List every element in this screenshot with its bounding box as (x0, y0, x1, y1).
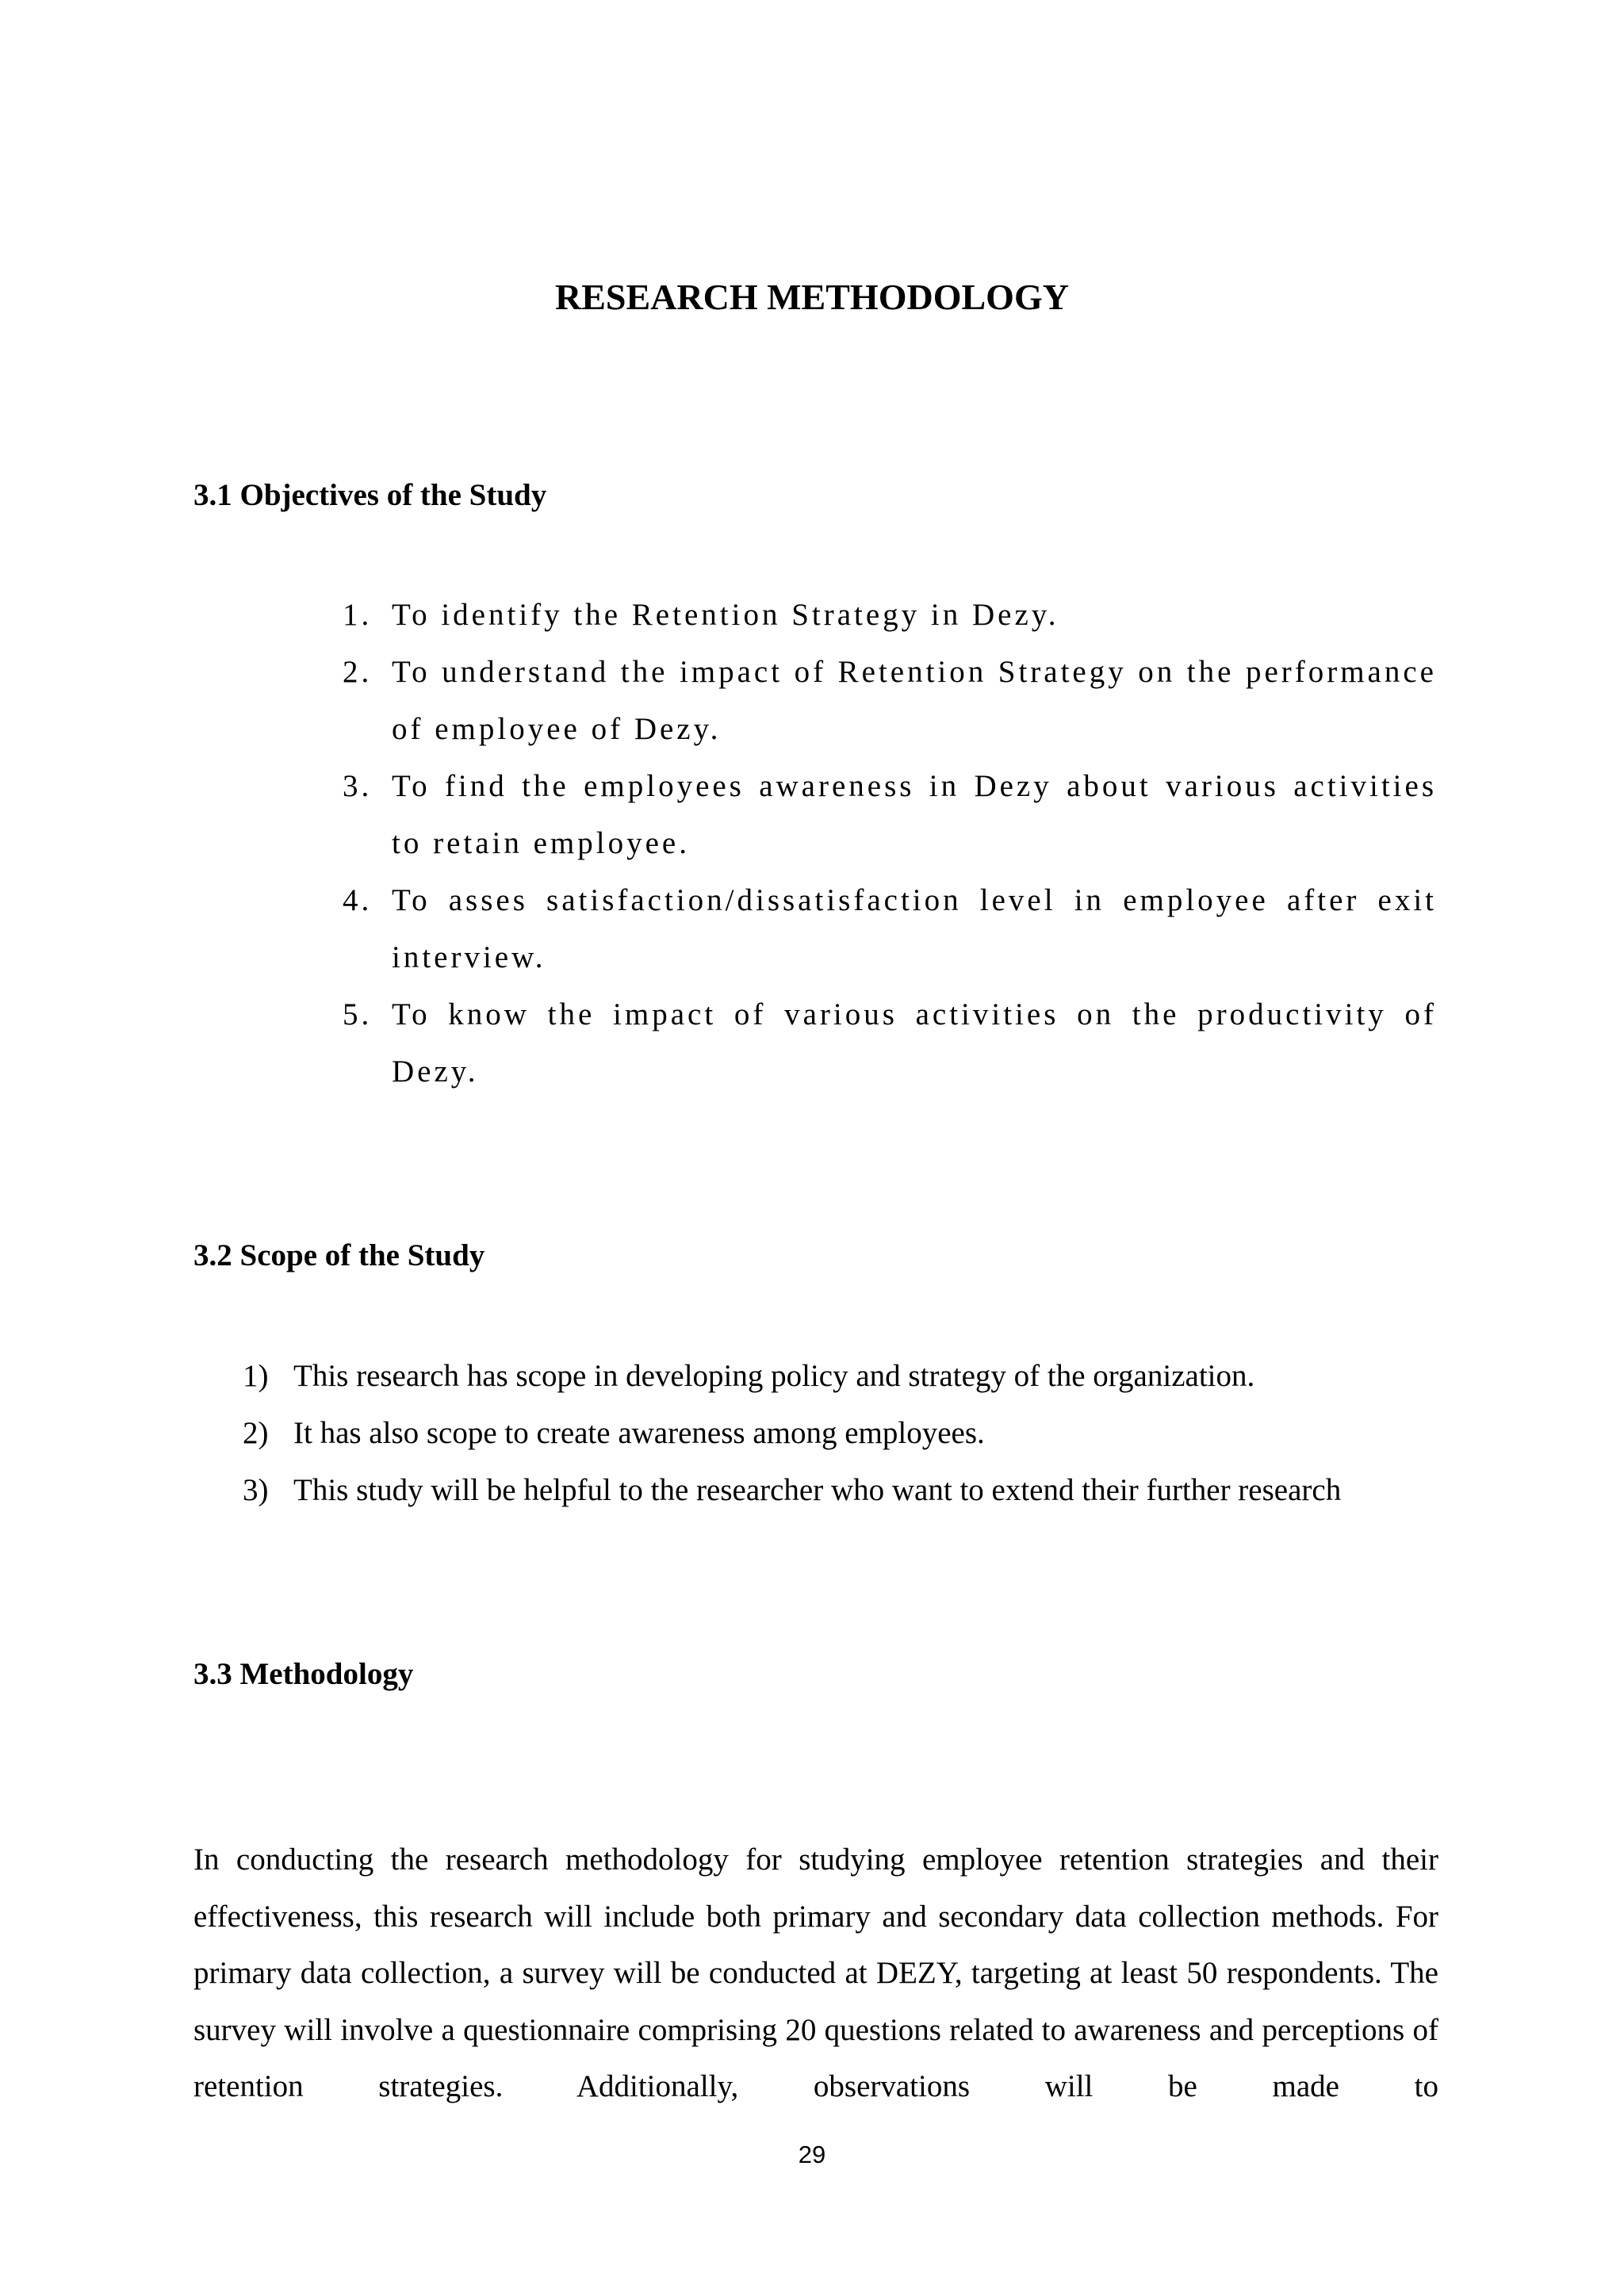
list-item-number: 1. (343, 598, 373, 632)
page-title: RESEARCH METHODOLOGY (555, 277, 1069, 317)
page-number: 29 (798, 2141, 826, 2168)
list-item-number: 2. (343, 655, 373, 689)
objectives-list (343, 587, 1437, 1100)
list-item-text: To asses satisfaction/dissatisfaction level in employee after exit interview. (392, 883, 1437, 974)
list-item-text: This study will be helpful to the researcher who want to extend their further research (293, 1473, 1342, 1507)
objectives-heading: 3.1 Objectives of the Study (193, 478, 547, 512)
methodology-paragraph: In conducting the research methodology for studying employee retention strategies and their effectiveness, this research will include both primary and secondary data collection methods. For primary data collection, a survey will be conducted at DEZY, targeting at least 50 respondents. The survey will involve a questionnaire comprising 20 questions related to awareness and perceptions of retention strategies. Additionally, observations will be made to (193, 1843, 1438, 2103)
list-item-text: To identify the Retention Strategy in Dezy. (392, 598, 1059, 632)
list-item (243, 1405, 1448, 1462)
methodology-heading: 3.3 Methodology (193, 1657, 414, 1691)
list-item (343, 986, 1437, 1100)
list-item (343, 758, 1437, 872)
list-item-number: 3. (343, 769, 373, 803)
list-item-text: It has also scope to create awareness among employees. (293, 1416, 985, 1450)
list-item (243, 1462, 1448, 1519)
list-item-number: 2) (243, 1416, 269, 1450)
list-item-text: To know the impact of various activities on the productivity of Dezy. (392, 997, 1437, 1089)
list-item-text: To find the employees awareness in Dezy about various activities to retain employee. (392, 769, 1437, 860)
list-item (343, 644, 1437, 758)
list-item (243, 1348, 1448, 1405)
list-item-number: 5. (343, 997, 373, 1031)
scope-heading: 3.2 Scope of the Study (193, 1238, 485, 1272)
list-item-number: 3) (243, 1473, 269, 1507)
list-item (343, 587, 1437, 644)
list-item (343, 872, 1437, 986)
list-item-number: 4. (343, 883, 373, 917)
list-item-text: To understand the impact of Retention Strategy on the performance of employee of Dezy. (392, 655, 1437, 746)
scope-list (243, 1348, 1448, 1519)
list-item-number: 1) (243, 1359, 269, 1393)
list-item-text: This research has scope in developing policy and strategy of the organization. (293, 1359, 1255, 1393)
